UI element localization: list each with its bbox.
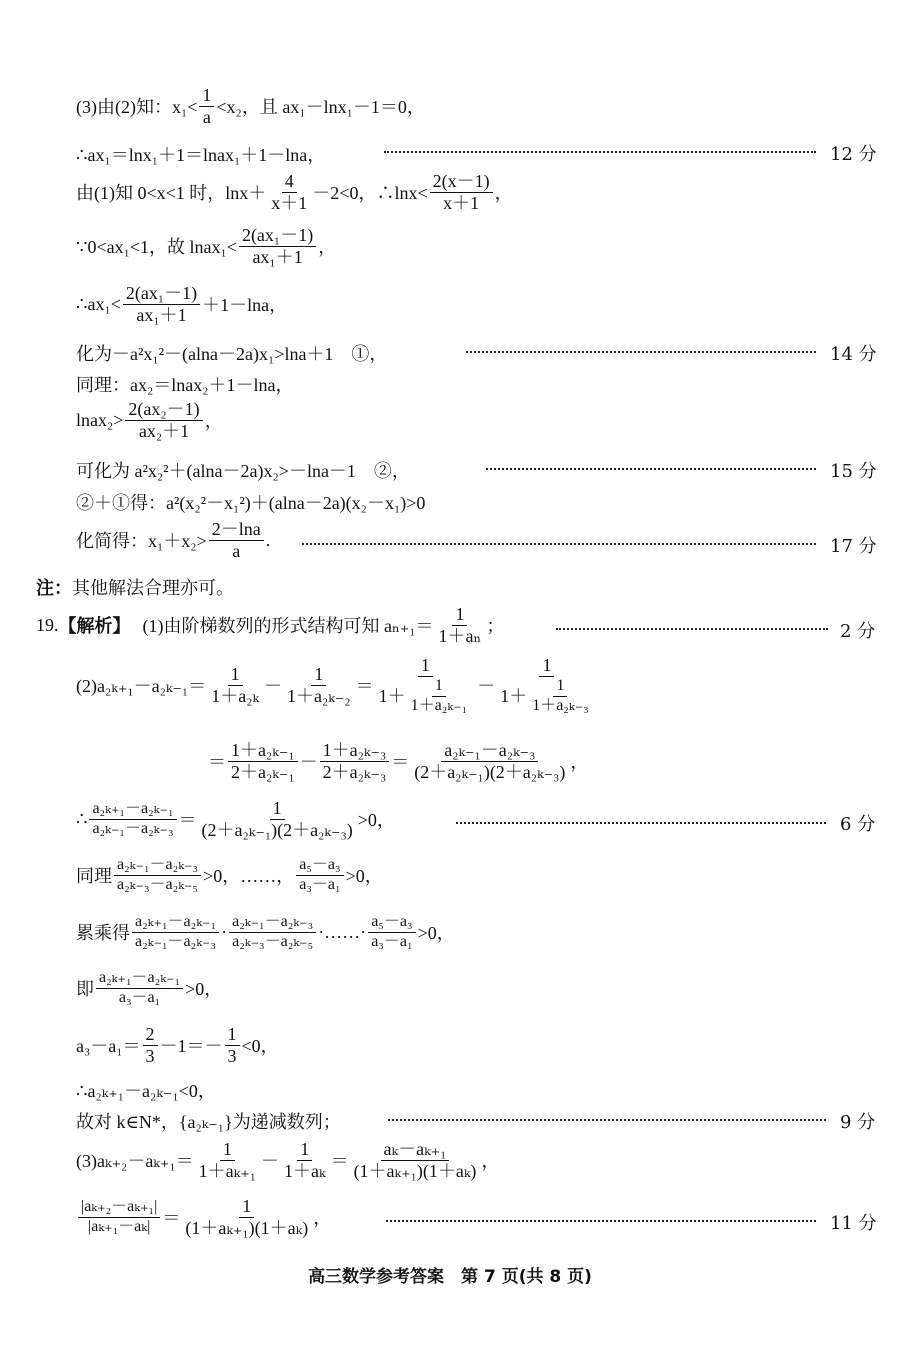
numerator: |aₖ₊₂－aₖ₊₁| <box>78 1199 160 1218</box>
line-lnax2 <box>76 400 223 441</box>
line-ineq-1 <box>76 340 387 366</box>
text-segment: ＝ <box>391 752 410 773</box>
text-segment: 由(1)知 0<x<1 时，lnx＋ <box>76 183 267 204</box>
text-segment: ＝ <box>178 810 197 831</box>
fraction <box>281 1140 329 1181</box>
denominator: a <box>232 540 241 561</box>
numerator: 1 <box>418 656 433 677</box>
text-segment: >0， <box>417 923 455 944</box>
text-segment: >0， <box>357 810 395 831</box>
line-therefore <box>76 284 287 325</box>
fraction <box>529 678 592 715</box>
text-segment: (1)由阶梯数列的形式结构可知 aₙ₊₁＝ <box>142 616 434 637</box>
fraction <box>436 605 485 646</box>
numerator: 1 <box>311 665 326 686</box>
numerator: 4 <box>282 172 297 193</box>
text-segment: 化为－a²x₁²－(alna－2a)x₁>lna＋1 ①， <box>76 344 388 364</box>
part-2-similarly <box>76 857 383 894</box>
note <box>36 574 234 600</box>
numerator: 2(ax₁－1) <box>123 284 200 305</box>
numerator: 1 <box>239 1197 254 1218</box>
text-segment: ， <box>481 1151 500 1172</box>
denominator: ax₁＋1 <box>136 304 187 325</box>
denominator <box>497 677 597 715</box>
line-sum <box>76 489 425 515</box>
text-segment: . <box>265 529 271 550</box>
numerator: 1 <box>225 1025 240 1046</box>
line-ax1 <box>76 141 325 167</box>
nested-fraction <box>376 656 476 714</box>
fraction <box>209 520 264 561</box>
part-3-difference <box>76 1140 499 1181</box>
text-segment: ＝ <box>330 1151 349 1172</box>
denominator: 1＋a₂ₖ <box>211 685 260 706</box>
numerator: a₅－a₃ <box>296 857 343 876</box>
score-label: 9 分 <box>840 1112 876 1133</box>
fraction <box>268 172 310 213</box>
numerator: a₂ₖ₋₁－a₂ₖ₋₃ <box>441 741 538 762</box>
numerator: 1 <box>220 1140 235 1161</box>
text-segment: ②＋①得：a²(x₂²－x₁²)＋(alna－2a)(x₂－x₁)>0 <box>76 493 426 513</box>
fraction <box>320 741 390 782</box>
text-segment: 可化为 a²x₂²＋(alna－2a)x₂>－lna－1 ②， <box>76 461 410 481</box>
part-2-a3-minus-a1 <box>76 1025 279 1066</box>
fraction <box>89 801 176 838</box>
numerator: a₂ₖ₊₁－a₂ₖ₋₁ <box>132 914 219 933</box>
fraction <box>199 799 356 840</box>
numerator: 2－lna <box>209 520 264 541</box>
denominator: 1＋aₙ <box>438 625 482 646</box>
page-footer: 高三数学参考答案 第 7 页(共 8 页) <box>308 1267 592 1287</box>
dot-leader <box>486 468 816 470</box>
fraction <box>114 857 201 894</box>
fraction <box>225 1025 240 1066</box>
numerator: a₂ₖ₊₁－a₂ₖ₋₁ <box>96 970 183 989</box>
fraction <box>351 1140 480 1181</box>
text-segment: ， <box>204 411 223 432</box>
dot-leader <box>388 1119 826 1121</box>
denominator: 3 <box>145 1045 155 1066</box>
text-segment: 同理 <box>76 866 112 887</box>
text-segment: －1＝－ <box>159 1036 223 1057</box>
analysis-tag: 【解析】 <box>58 616 131 638</box>
dot-leader <box>384 151 816 153</box>
part-2-ratio <box>76 799 395 840</box>
dot-leader <box>466 351 816 353</box>
fraction <box>228 741 298 782</box>
fraction <box>143 1025 158 1066</box>
numerator: 1 <box>228 665 243 686</box>
numerator: a₂ₖ₊₁－a₂ₖ₋₁ <box>89 801 176 820</box>
text-segment: ； <box>486 616 505 637</box>
text-segment: · <box>221 921 228 942</box>
numerator: a₅－a₃ <box>368 914 415 933</box>
text-segment: 累乘得 <box>76 923 130 944</box>
denominator: (2＋a₂ₖ₋₁)(2＋a₂ₖ₋₃) <box>414 761 566 782</box>
line-ineq-2 <box>76 457 410 483</box>
text-segment: ∴ <box>76 808 88 829</box>
numerator: 2(x－1) <box>430 172 493 193</box>
denominator: a₂ₖ₋₃－a₂ₖ₋₅ <box>232 932 314 950</box>
numerator: 1 <box>199 86 214 107</box>
text-segment: >0， <box>185 979 223 1000</box>
denominator: a₂ₖ₋₁－a₂ₖ₋₃ <box>92 819 174 837</box>
text-segment: ∴ax₁< <box>76 293 121 314</box>
part-2-difference <box>76 656 599 714</box>
text-segment: <0， <box>241 1036 279 1057</box>
denominator: (1＋aₖ₊₁)(1＋aₖ) <box>185 1217 309 1238</box>
text-segment: lnax₂> <box>76 409 124 430</box>
fraction <box>78 1199 160 1236</box>
fraction <box>408 678 471 715</box>
nested-fraction <box>497 656 597 714</box>
text-segment: (3)aₖ₊₂－aₖ₊₁＝ <box>76 1151 194 1172</box>
question-19-header <box>36 605 504 646</box>
fraction <box>229 914 316 951</box>
part-2-simplified <box>208 741 588 782</box>
text-segment: ， <box>318 237 337 258</box>
numerator: 1 <box>297 1140 312 1161</box>
denominator: 1＋a₂ₖ₋₁ <box>410 696 468 714</box>
score-label: 15 分 <box>830 461 877 482</box>
text-segment: (3)由(2)知：x₁< <box>76 97 198 118</box>
part-2-conclusion <box>76 1108 341 1134</box>
score-label: 6 分 <box>840 814 876 835</box>
dot-leader <box>302 543 816 545</box>
line-3-intro <box>76 86 425 127</box>
text-segment: 化简得：x₁＋x₂> <box>76 531 207 552</box>
score-label: 11 分 <box>830 1213 877 1234</box>
denominator: a₂ₖ₋₃－a₂ₖ₋₅ <box>117 875 199 893</box>
text-segment: ∴ax₁＝lnx₁＋1＝lnax₁＋1－lna， <box>76 145 326 165</box>
line-similarly <box>76 371 294 397</box>
text-segment: ＝ <box>355 676 374 697</box>
numerator: 1 <box>539 656 554 677</box>
fraction <box>182 1197 311 1238</box>
text-segment: 故对 k∈N*，{a₂ₖ₋₁}为递减数列； <box>76 1112 341 1132</box>
numerator: 1 <box>553 678 567 697</box>
text-segment: >0， <box>345 866 383 887</box>
denominator: (1＋aₖ₊₁)(1＋aₖ) <box>353 1160 477 1181</box>
score-label: 17 分 <box>830 536 877 557</box>
fraction <box>208 665 262 706</box>
note-label: 注： <box>36 578 72 599</box>
denominator: 1＋a₂ₖ₋₃ <box>532 696 589 714</box>
text-segment: (2)a₂ₖ₊₁－a₂ₖ₋₁＝ <box>76 676 207 697</box>
text-segment: － <box>264 676 283 697</box>
text-segment: ＝ <box>162 1208 181 1229</box>
denominator: ax₁＋1 <box>252 246 303 267</box>
denominator: x＋1 <box>271 192 308 213</box>
text-segment: 1＋ <box>378 685 406 706</box>
fraction <box>199 86 214 127</box>
text-segment: >0，……， <box>203 866 295 887</box>
numerator: 1＋a₂ₖ₋₃ <box>320 741 390 762</box>
fraction <box>411 741 568 782</box>
fraction <box>132 914 219 951</box>
denominator: a₃－a₁ <box>299 875 341 893</box>
text-segment: 同理：ax₂＝lnax₂＋1－lna， <box>76 375 294 395</box>
denominator: 1＋aₖ₊₁ <box>198 1160 256 1181</box>
dot-leader <box>556 628 828 630</box>
text-segment: ∴a₂ₖ₊₁－a₂ₖ₋₁<0， <box>76 1081 216 1101</box>
text-segment: ＋1－lna， <box>202 295 288 316</box>
denominator <box>376 677 476 715</box>
line-lemma <box>76 172 513 213</box>
denominator: a₃－a₁ <box>371 932 413 950</box>
text-segment: ， <box>494 183 513 204</box>
text-segment: 即 <box>76 979 94 1000</box>
denominator: ax₂＋1 <box>138 420 190 441</box>
fraction <box>430 172 493 213</box>
text-segment: －2<0，∴lnx< <box>312 183 428 204</box>
text-segment: ∵0<ax₁<1，故 lnax₁< <box>76 237 237 258</box>
part-3-ratio <box>76 1197 331 1238</box>
denominator: a₂ₖ₋₁－a₂ₖ₋₃ <box>135 932 217 950</box>
fraction <box>96 970 183 1007</box>
note-text: 其他解法合理亦可。 <box>72 578 234 599</box>
part-2-namely <box>76 970 222 1007</box>
numerator: a₂ₖ₋₁－a₂ₖ₋₃ <box>229 914 316 933</box>
numerator: 1 <box>432 678 446 697</box>
denominator: |aₖ₊₁－aₖ| <box>88 1217 151 1235</box>
text-segment: － <box>477 676 496 697</box>
denominator: 2＋a₂ₖ₋₁ <box>231 761 295 782</box>
question-number: 19. <box>36 614 59 635</box>
denominator: 1＋aₖ <box>284 1160 326 1181</box>
score-label: 2 分 <box>840 621 876 642</box>
numerator: aₖ－aₖ₊₁ <box>381 1140 450 1161</box>
score-label: 14 分 <box>830 344 877 365</box>
denominator: a₃－a₁ <box>118 988 161 1006</box>
fraction <box>284 665 354 706</box>
part-2-product <box>76 914 455 951</box>
numerator: 2 <box>143 1025 158 1046</box>
fraction <box>296 857 343 894</box>
denominator: 1＋a₂ₖ₋₂ <box>287 685 351 706</box>
text-segment: ， <box>570 752 589 773</box>
fraction <box>239 226 316 267</box>
line-because <box>76 226 336 267</box>
numerator: 1＋a₂ₖ₋₁ <box>228 741 298 762</box>
dot-leader <box>456 822 826 824</box>
denominator: a <box>202 106 211 127</box>
score-label: 12 分 <box>830 144 877 165</box>
text-segment: ＝ <box>208 752 226 773</box>
fraction <box>123 284 200 325</box>
denominator: 2＋a₂ₖ₋₃ <box>322 761 387 782</box>
text-segment: <x₂，且 ax₁－lnx₁－1＝0， <box>216 97 425 118</box>
text-segment: 1＋ <box>500 685 528 706</box>
denominator: 3 <box>227 1045 237 1066</box>
fraction <box>368 914 415 951</box>
fraction <box>125 400 202 441</box>
denominator: (2＋a₂ₖ₋₁)(2＋a₂ₖ₋₃) <box>201 819 353 840</box>
text-segment: ·……· <box>318 921 367 942</box>
numerator: 1 <box>270 799 285 820</box>
dot-leader <box>386 1220 816 1222</box>
text-segment: － <box>299 752 318 773</box>
denominator: x＋1 <box>443 192 480 213</box>
numerator: 2(ax₂－1) <box>125 400 202 421</box>
fraction <box>196 1140 259 1181</box>
line-simplify <box>76 520 270 561</box>
numerator: 2(ax₁－1) <box>239 226 316 247</box>
text-segment: a₃－a₁＝ <box>76 1036 141 1057</box>
part-2-negative <box>76 1077 216 1103</box>
numerator: a₂ₖ₋₁－a₂ₖ₋₃ <box>114 857 201 876</box>
text-segment: － <box>261 1151 279 1172</box>
numerator: 1 <box>452 605 467 626</box>
text-segment: ， <box>313 1208 332 1229</box>
